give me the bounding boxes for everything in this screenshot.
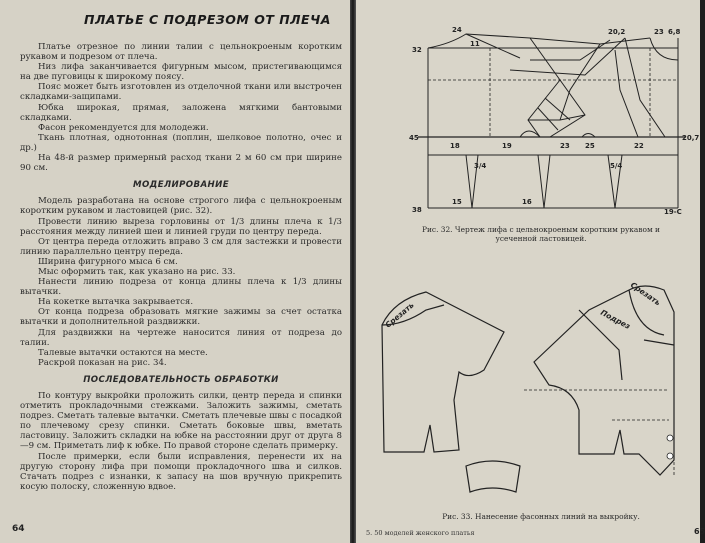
figure-label: 15 [452,198,462,206]
paragraph: От центра переда отложить вправо 3 см для застежки и провести линию параллельно центру переда. [20,236,342,257]
paragraph: После примерки, если были исправления, перенести их на другую сторону лифа при помощи прокладочного шва и силков. Стачать подрез с изнанки, к запасу на шов вручную прикрепить косую полоску, сложенную вдвое. [20,451,342,492]
figure-label: 32 [412,46,422,54]
figure-label: 11 [470,40,480,48]
figure-label: 20,2 [608,28,626,36]
paragraph: На 48-й размер примерный расход ткани 2 м 60 см при ширине 90 см. [20,153,342,174]
figure-label: 45 [409,134,419,142]
figure-32-bodice-draft [410,20,700,220]
right-page [356,0,705,543]
figure-label: 16 [522,198,532,206]
paragraph: Талевые вытачки остаются на месте. [38,347,208,358]
section-heading-sequence: ПОСЛЕДОВАТЕЛЬНОСТЬ ОБРАБОТКИ [83,374,279,385]
figure-label: 19 [502,142,512,150]
paragraph: От конца подреза образовать мягкие зажимы за счет остатка вытачки и дополнительной раздвижки. [20,307,342,328]
body-text [20,42,342,492]
left-page [0,0,350,543]
figure-label: 22 [634,142,644,150]
paragraph: Ширина фигурного мыса 6 см. [38,256,178,267]
paragraph: Низ лифа заканчивается фигурным мысом, пристегивающимся на две пуговицы к широкому поясу. [20,62,342,83]
yoke-label: Срезать [628,280,663,308]
paragraph: Платье отрезное по линии талии с цельнокроеным коротким рукавом и подрезом от плеча. [20,42,342,63]
section-heading-modeling: МОДЕЛИРОВАНИЕ [133,180,229,191]
figure-label: 5/4 [610,162,623,170]
paragraph: Фасон рекомендуется для молодежи. [38,122,209,133]
figure-label: 38 [412,206,422,214]
page-number-left: 64 [12,524,25,534]
figure-33-caption: Рис. 33. Нанесение фасонных линий на выкройку. [442,512,640,521]
figure-32-caption: Рис. 32. Чертеж лифа с цельнокроеным коротким рукавом и усеченной ластовицей. [422,225,660,243]
cut-line-label: Подрез [599,307,632,331]
paragraph: Для раздвижки на чертеже наносится линия от подреза до талии. [20,327,342,348]
paragraph: Провести линию выреза горловины от 1/3 длины плеча к 1/3 расстояния между линией шеи и линией груди по центру переда. [20,216,342,237]
paragraph: Нанести линию подреза от конца длины плеча к 1/3 длины вытачки. [20,277,342,298]
figure-label: 20,7 [682,134,700,142]
page-number-right: 65 [694,527,705,536]
yoke-label: Срезать [383,300,416,330]
figure-label: 6,8 [668,28,681,36]
page-title: ПЛАТЬЕ С ПОДРЕЗОМ ОТ ПЛЕЧА [84,12,331,27]
figure-label: 19-С [664,208,682,216]
paragraph: Модель разработана на основе строгого лифа с цельнокроеным коротким рукавом и ластовицей (рис. 32). [20,196,342,217]
figure-label: 3/4 [474,162,487,170]
page-footer: 5. 50 моделей женского платья [366,529,475,537]
paragraph: Мыс оформить так, как указано на рис. 33. [38,266,236,277]
paragraph: На кокетке вытачка закрывается. [38,297,194,308]
paragraph: Ткань плотная, однотонная (поплин, шелковое полотно, очес и др.) [20,132,342,153]
figure-33-pattern-pieces [374,270,694,505]
paragraph: Юбка широкая, прямая, заложена мягкими бантовыми складками. [20,102,342,123]
figure-label: 24 [452,26,462,34]
figure-label: 23 [560,142,570,150]
paragraph: Пояс может быть изготовлен из отделочной ткани или выстрочен складками-защипами. [20,82,342,103]
figure-label: 18 [450,142,460,150]
paragraph: Раскрой показан на рис. 34. [38,357,167,368]
paragraph: По контуру выкройки проложить силки, центр переда и спинки отметить прокладочными стежками. Заложить зажимы, сметать подрез. Сметать талевые вытачки. Сметать плечевые швы с посадкой по плечевому срезу спинки. Сметать боковые швы, вметать ластовицу. Заложить складки на юбке на расстоянии друг от друга 8—9 см. Приметать лиф к юбке. По правой стороне сделать примерку. [20,391,342,452]
figure-label: 25 [585,142,595,150]
figure-label: 23 [654,28,664,36]
